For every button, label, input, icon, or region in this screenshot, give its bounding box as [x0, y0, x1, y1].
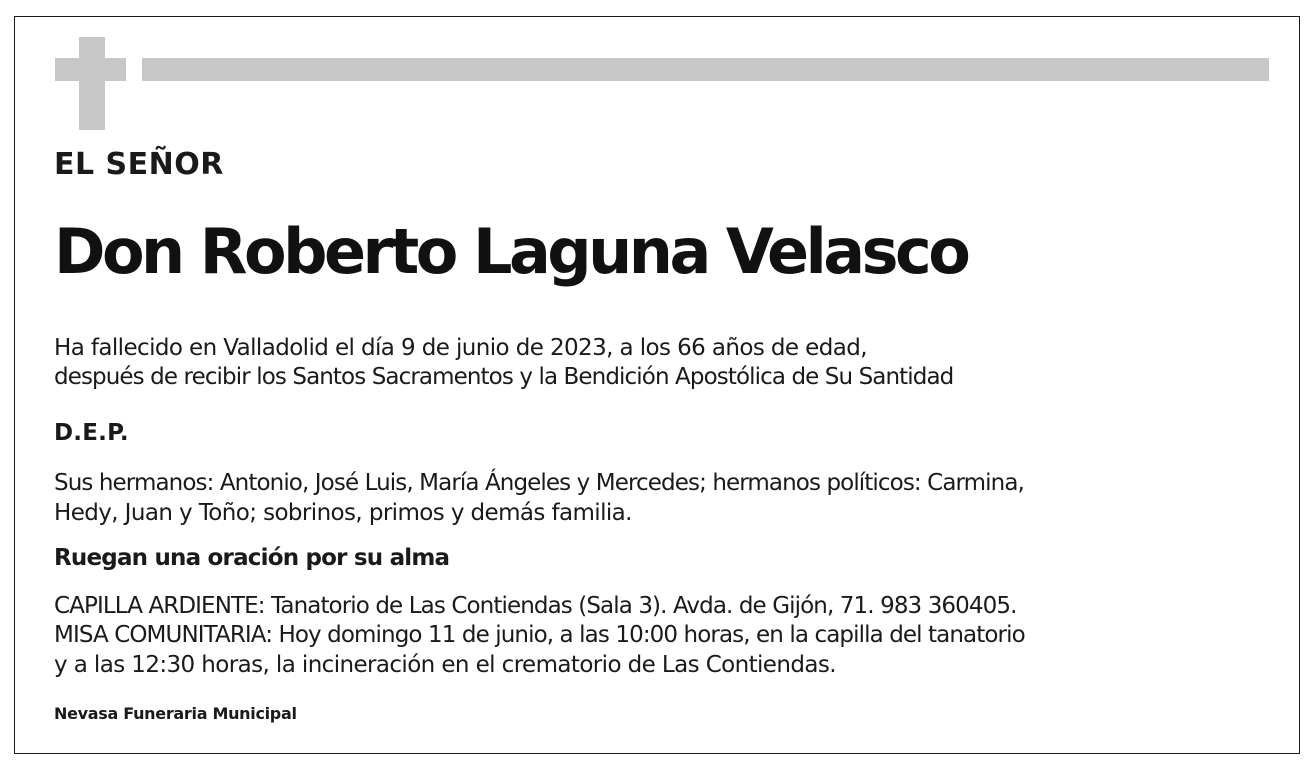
family-line-2: Hedy, Juan y Toño; sobrinos, primos y demás familia. [54, 500, 632, 526]
service-line-2: MISA COMUNITARIA: Hoy domingo 11 de junio, a las 10:00 horas, en la capilla del tanatorio [54, 622, 1025, 648]
latin-cross-icon [79, 37, 105, 130]
prayer-request: Ruegan una oración por su alma [54, 545, 450, 571]
family-line-1: Sus hermanos: Antonio, José Luis, María Ángeles y Mercedes; hermanos políticos: Carmina, [54, 470, 1024, 496]
funeral-home: Nevasa Funeraria Municipal [54, 704, 297, 723]
death-line-2: después de recibir los Santos Sacramentos y la Bendición Apostólica de Su Santidad [54, 364, 954, 390]
service-line-1: CAPILLA ARDIENTE: Tanatorio de Las Contiendas (Sala 3). Avda. de Gijón, 71. 983 360405. [54, 593, 1017, 619]
deceased-name: Don Roberto Laguna Velasco [54, 215, 968, 288]
honorific: EL SEÑOR [54, 147, 224, 182]
latin-cross-icon-arm [55, 58, 126, 81]
rip-label: D.E.P. [54, 420, 129, 446]
header-rule [142, 58, 1269, 81]
service-line-3: y a las 12:30 horas, la incineración en el crematorio de Las Contiendas. [54, 652, 836, 678]
death-line-1: Ha fallecido en Valladolid el día 9 de junio de 2023, a los 66 años de edad, [54, 335, 867, 361]
